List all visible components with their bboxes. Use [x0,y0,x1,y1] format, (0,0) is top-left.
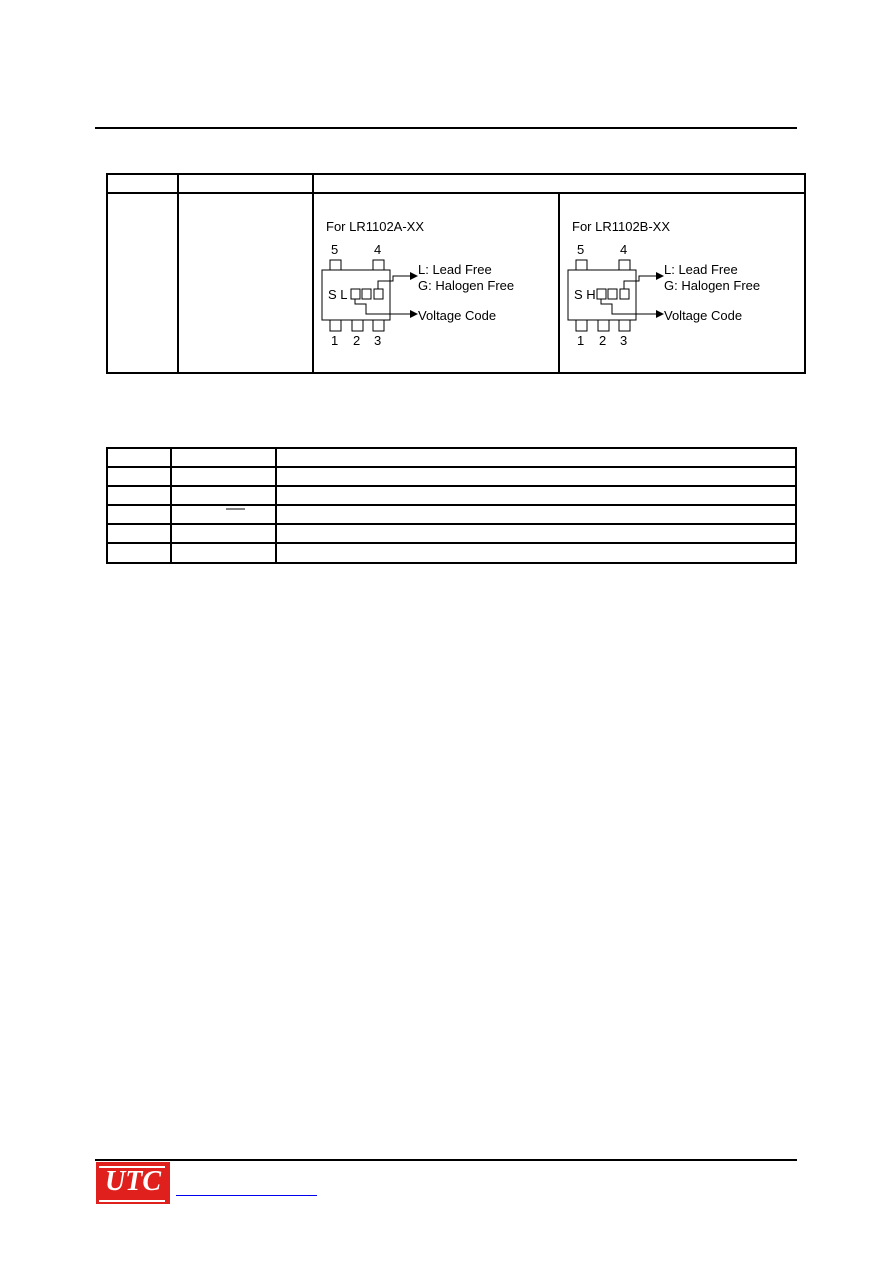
utc-logo [96,1162,170,1204]
footer-rule [95,1159,797,1161]
pin-label-5-left: 5 [331,242,339,257]
annotation-halogen-free-right: G: Halogen Free [664,278,761,293]
annotation-lead-free-right: L: Lead Free [664,262,738,277]
marking-title-left: For LR1102A-XX [326,219,425,234]
annotation-voltage-code-right: Voltage Code [664,308,743,323]
package-diagram-right [568,219,760,348]
pin-label-1-right: 1 [577,333,585,348]
annotation-voltage-code-left: Voltage Code [418,308,497,323]
pin-label-3-left: 3 [374,333,382,348]
marking-text-left: S L [328,287,348,302]
annotation-lead-free-left: L: Lead Free [418,262,492,277]
pin-label-4-left: 4 [374,242,382,257]
pin-label-4-right: 4 [620,242,628,257]
pin-description-table [0,440,892,570]
annotation-halogen-free-left: G: Halogen Free [418,278,515,293]
pin-label-2-right: 2 [599,333,607,348]
package-diagram-left [322,219,514,348]
pin-label-2-left: 2 [353,333,361,348]
logo-text: UTC [105,1166,161,1197]
pin-label-3-right: 3 [620,333,628,348]
pin-label-5-right: 5 [577,242,585,257]
marking-title-right: For LR1102B-XX [572,219,671,234]
marking-text-right: S H [574,287,596,302]
pin-label-1-left: 1 [331,333,339,348]
website-link[interactable] [176,1195,317,1196]
marking-table [0,0,892,400]
